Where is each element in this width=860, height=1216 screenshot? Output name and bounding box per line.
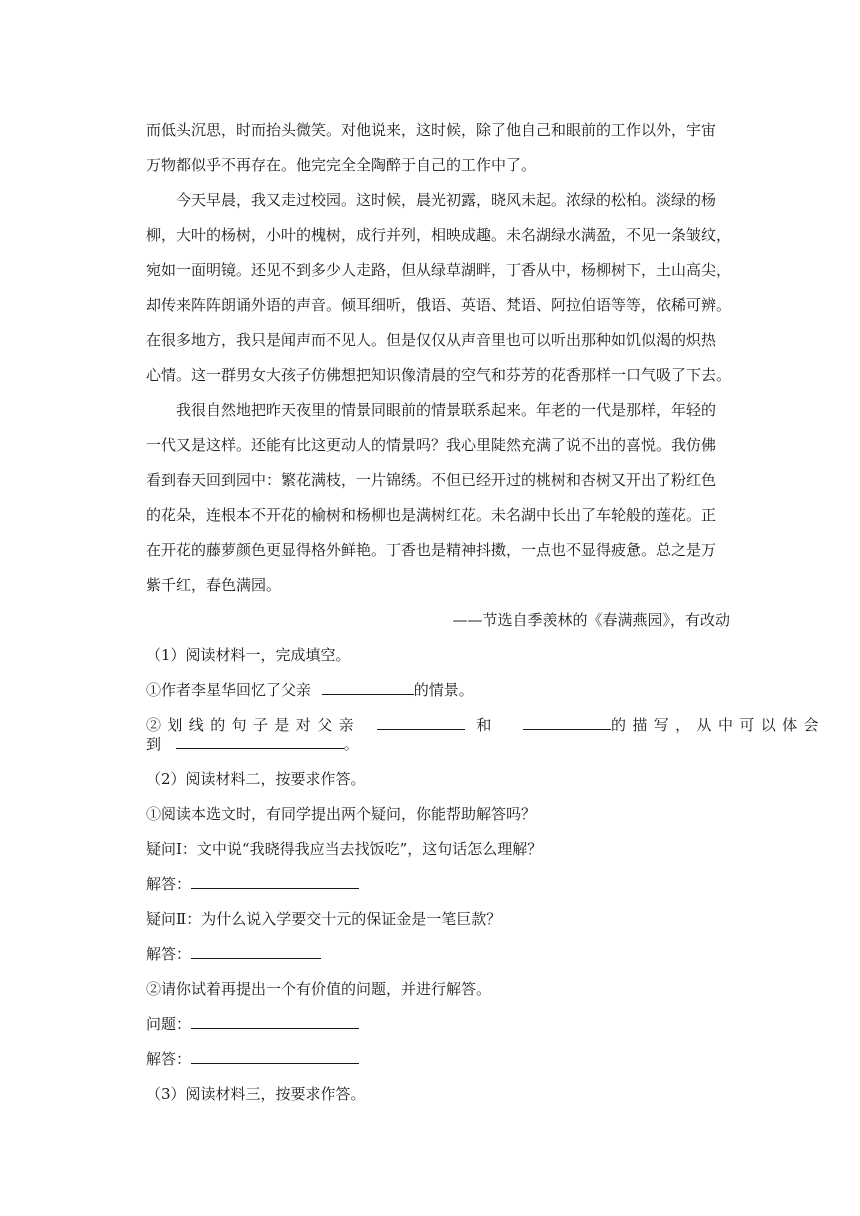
- passage-line: 却传来阵阵朗诵外语的声音。倾耳细听，俄语、英语、梵语、阿拉伯语等等，依稀可辨。: [146, 296, 732, 314]
- question-2-answer-3: [146, 1047, 730, 1071]
- question-1-title: （1）阅读材料一，完成填空。: [146, 646, 351, 664]
- question-2-doubt-2: 疑问Ⅱ：为什么说入学要交十元的保证金是一笔巨款？: [146, 910, 502, 928]
- passage-line: 宛如一面明镜。还见不到多少人走路，但从绿草湖畔，丁香从中，杨柳树下，土山高尖，: [146, 261, 732, 279]
- question-2-title: （2）阅读材料二，按要求作答。: [146, 770, 366, 788]
- passage-line: 在开花的藤萝颜色更显得格外鲜艳。丁香也是精神抖擞，一点也不显得疲惫。总之是万: [146, 541, 717, 559]
- question-1b-suffix: 的描写，从中可以体会: [610, 716, 825, 734]
- answer-label: 解答：: [146, 945, 192, 963]
- answer-blank[interactable]: [523, 714, 611, 730]
- passage-line: 一代又是这样。还能有比这更动人的情景吗？我心里陡然充满了说不出的喜悦。我仿佛: [146, 436, 717, 454]
- answer-blank[interactable]: [322, 679, 414, 695]
- passage-line: 的花朵，连根本不开花的榆树和杨柳也是满树红花。未名湖中长出了车轮般的莲花。正: [146, 506, 717, 524]
- passage-line: 万物都似乎不再存在。他完完全全陶醉于自己的工作中了。: [146, 156, 537, 174]
- passage-line: 柳，大叶的杨树，小叶的槐树，成行并列，相映成趣。未名湖绿水满盈，不见一条皱纹，: [146, 226, 732, 244]
- question-1b-line2: [146, 732, 730, 756]
- question-2-intro: ①阅读本选文时，有同学提出两个疑问，你能帮助解答吗？: [146, 805, 537, 823]
- question-2-answer-2: [146, 942, 730, 966]
- passage-line: 今天早晨，我又走过校园。这时候，晨光初露，晓风未起。浓绿的松柏。淡绿的杨: [176, 191, 717, 209]
- question-1a-prefix: ①作者李星华回忆了父亲: [146, 681, 312, 699]
- passage-source: ——节选自季羡林的《春满燕园》，有改动: [452, 611, 730, 629]
- question-1b-line2-suffix: 。: [343, 735, 359, 753]
- question-label: 问题：: [146, 1015, 192, 1033]
- answer-label: 解答：: [146, 1050, 192, 1068]
- passage-line: 而低头沉思，时而抬头微笑。对他说来，这时候，除了他自己和眼前的工作以外，宇宙: [146, 121, 717, 139]
- answer-blank[interactable]: [191, 873, 359, 889]
- passage-line: 心情。这一群男女大孩子仿佛想把知识像清晨的空气和芬芳的花香那样一口气吸了下去。: [146, 366, 732, 384]
- question-2-doubt-1: 疑问Ⅰ：文中说“我晓得我应当去找饭吃”，这句话怎么理解？: [146, 840, 543, 858]
- question-3-title: （3）阅读材料三，按要求作答。: [146, 1085, 366, 1103]
- passage-line: 我很自然地把昨天夜里的情景同眼前的情景联系起来。年老的一代是那样，年轻的: [176, 401, 717, 419]
- question-1b-prefix: ②划线的句子是对父亲: [146, 716, 361, 734]
- answer-blank[interactable]: [377, 714, 465, 730]
- answer-blank[interactable]: [191, 943, 321, 959]
- passage-line: 在很多地方，我只是闻声而不见人。但是仅仅从声音里也可以听出那种如饥似渴的炽热: [146, 331, 717, 349]
- question-2-answer-1: [146, 872, 730, 896]
- question-2-question: [146, 1012, 730, 1036]
- question-1a: [146, 678, 730, 702]
- answer-blank[interactable]: [191, 1013, 359, 1029]
- question-1b-middle: 和: [476, 716, 498, 734]
- question-1a-suffix: 的情景。: [413, 681, 474, 699]
- question-2-task-2: ②请你试着再提出一个有价值的问题，并进行解答。: [146, 980, 492, 998]
- passage-line: 看到春天回到园中：繁花满枝，一片锦绣。不但已经开过的桃树和杏树又开出了粉红色: [146, 471, 717, 489]
- question-1b-line2-prefix: 到: [146, 735, 162, 753]
- answer-label: 解答：: [146, 875, 192, 893]
- answer-blank[interactable]: [176, 733, 344, 749]
- passage-line: 紫千红，春色满园。: [146, 576, 282, 594]
- answer-blank[interactable]: [191, 1048, 359, 1064]
